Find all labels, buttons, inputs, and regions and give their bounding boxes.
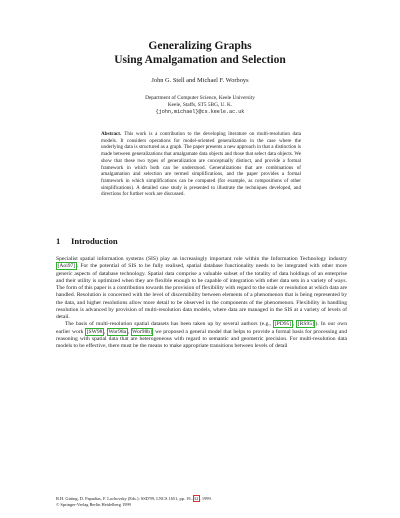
citation-link-wor98b[interactable]: Wor98b] bbox=[132, 328, 152, 335]
citation-link-rs95[interactable]: [RS95] bbox=[297, 321, 314, 328]
citation-separator-2: , bbox=[103, 328, 108, 335]
paper-title-line2: Using Amalgamation and Selection bbox=[114, 54, 286, 66]
affiliation-address: Keele, Staffs, ST5 5BG, U. K. bbox=[167, 102, 233, 108]
citation-link-wor98a[interactable]: Wor98a bbox=[108, 328, 127, 335]
citation-separator-1: , bbox=[292, 321, 297, 328]
abstract bbox=[101, 131, 301, 198]
section-body bbox=[56, 256, 347, 350]
footnote-citation-text: R.H. Güting, D. Papadias, F. Lochovsky (Eds.): SSD'99, LNCS 1651, pp. 19– bbox=[56, 496, 193, 501]
affiliation-department: Department of Computer Science, Keele University bbox=[145, 95, 255, 101]
citation-separator-3: , bbox=[127, 328, 131, 335]
section-number: 1 bbox=[56, 236, 61, 246]
paragraph-1-text-a: Specialist spatial information systems (SIS) play an increasingly important role within the Information Technology industry bbox=[56, 256, 347, 262]
section-heading bbox=[56, 236, 118, 246]
publication-footnote bbox=[56, 496, 347, 502]
citation-link-sw98[interactable]: [SW98 bbox=[86, 328, 103, 335]
paragraph-2-text-c: we proposed a general model that helps to provide a formal basis for processing and reasoning with spatial data that are heterogeneous with regard to semantic and geometric precision. For multi-resolution data models to be effective, there must be the means to make appropriate transitions between levels of detail bbox=[56, 328, 348, 349]
citation-link-pd95[interactable]: [PD95] bbox=[274, 321, 292, 328]
paper-title-line1: Generalizing Graphs bbox=[148, 40, 252, 52]
abstract-text: This work is a contribution to the developing literature on multi-resolution data models. It considers operations for model-oriented generalization in the case where the underlying data is structured as a graph. The paper presents a new approach in that a distinction is made between generalizations that amalgamate data objects and those that select data objects. We show that these two types of generalization are conceptually distinct, and provide a formal framework in which both can be understood. Generalizations that are combinations of amalgamation and selection are termed simplifications, and the paper provides a formal framework in which simplifications can be computed (for example, as compositions of other simplifications). A detailed case study is presented to illustrate the techniques developed, and directions for further work are discussed. bbox=[101, 131, 301, 198]
paragraph-2-text-b: ). In our own earlier work bbox=[56, 321, 348, 335]
citation-link-aoi97[interactable]: [Aoi97] bbox=[57, 263, 76, 270]
paper-authors: John G. Stell and Michael F. Worboys bbox=[151, 77, 249, 84]
footnote-year: , 1999. bbox=[199, 496, 212, 501]
copyright-notice: © Springer-Verlag Berlin Heidelberg 1999 bbox=[56, 502, 131, 507]
affiliation-email: {john,michael}@cs.keele.ac.uk bbox=[155, 109, 245, 115]
paragraph-2 bbox=[56, 321, 347, 350]
page-range-link[interactable]: 32 bbox=[193, 496, 199, 501]
section-title: Introduction bbox=[71, 236, 118, 246]
paragraph-1-text-b: . For the potential of SIS to be fully realised, spatial database functionality needs to be integrated with other more generic aspects of database technology. Spatial data comprise a valuable subset of the totality of data holdings of an enterprise and their utility is optimized when they are flexible enough to be capable of integration with other data sets in a variety of ways. The form of this paper is a contribution towards the provision of flexibility with regard to the scale or resolution at which data are handled. Resolution is concerned with the level of discernibility between elements of a phenomenon that is being represented by the data, and higher resolutions allow more detail to be observed in the components of the phenomenon. Flexibility in handling resolution is advanced by provision of multi-resolution data models, where data are managed in the SIS at a variety of levels of detail. bbox=[56, 263, 347, 320]
paragraph-1 bbox=[56, 256, 347, 321]
paragraph-2-text-a: The basis of multi-resolution spatial datasets has been taken up by several authors (e.g., bbox=[65, 321, 274, 328]
abstract-label: Abstract. bbox=[101, 131, 122, 137]
